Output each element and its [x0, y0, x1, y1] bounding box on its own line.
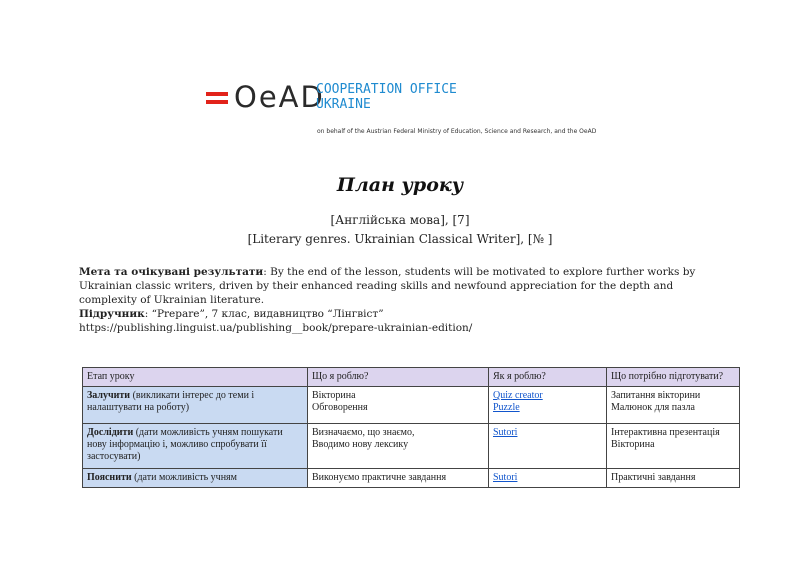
- prep-item: Запитання вікторини: [611, 390, 701, 401]
- what-item: Виконуємо практичне завдання: [312, 472, 447, 483]
- goal-section: [79, 265, 729, 335]
- prep-cell: [607, 387, 740, 424]
- what-item: Визначаємо, що знаємо,: [312, 427, 415, 438]
- what-cell: [308, 469, 489, 488]
- what-item: Обговорення: [312, 402, 368, 413]
- textbook-text: : “Prepare”, 7 клас, видавництво “Лінгвіст”: [144, 308, 384, 320]
- puzzle-link[interactable]: Puzzle: [493, 402, 520, 413]
- prep-item: Інтерактивна презентація: [611, 427, 720, 438]
- textbook-line: [79, 307, 729, 321]
- header-how: Як я роблю?: [489, 368, 607, 387]
- goal-text: : By the end of the lesson, students will be motivated to explore further works by Ukrainian classic writers, driven by their enhanced reading skills and newfound appreciation for the depth and complexity of Ukrainian literature.: [79, 266, 696, 306]
- sutori-link[interactable]: Sutori: [493, 472, 518, 483]
- table-row: [83, 469, 740, 488]
- quiz-creator-link[interactable]: Quiz creator: [493, 390, 543, 401]
- oead-logo: [206, 81, 626, 121]
- table-header-row: [83, 368, 740, 387]
- prep-cell: [607, 469, 740, 488]
- prep-item: Практичні завдання: [611, 472, 696, 483]
- textbook-label: Підручник: [79, 308, 145, 320]
- behalf-text: on behalf of the Austrian Federal Ministry of Education, Science and Research, and the OeAD: [317, 128, 597, 135]
- cooperation-office-text: [316, 82, 457, 112]
- prep-item: Вікторина: [611, 439, 655, 450]
- prep-item: Малюнок для пазла: [611, 402, 695, 413]
- goal-label: Мета та очікувані результати: [79, 266, 264, 278]
- austria-flag-icon: [206, 92, 228, 106]
- how-cell: [489, 469, 607, 488]
- header-stage: Етап уроку: [83, 368, 308, 387]
- header-what: Що я роблю?: [308, 368, 489, 387]
- goal-paragraph: [79, 265, 729, 307]
- stage-cell: [83, 469, 308, 488]
- lesson-plan-table: [82, 367, 740, 488]
- stage-description: (дати можливість учням: [131, 472, 237, 483]
- what-cell: [308, 387, 489, 424]
- lesson-topic: [Literary genres. Ukrainian Classical Writer], [№ ]: [247, 232, 553, 246]
- what-item: Вікторина: [312, 390, 356, 401]
- how-cell: [489, 424, 607, 469]
- prep-cell: [607, 424, 740, 469]
- cooperation-office-line: COOPERATION OFFICE: [316, 82, 457, 97]
- what-cell: [308, 424, 489, 469]
- oead-wordmark: OeAD: [234, 80, 325, 114]
- stage-description: (дати можливість учням пошукати нову інформацію і, можливо спробувати її застосувати): [87, 427, 283, 462]
- stage-cell: [83, 387, 308, 424]
- what-item: Вводимо нову лексику: [312, 439, 409, 450]
- stage-description: (викликати інтерес до теми і налаштувати на роботу): [87, 390, 255, 413]
- stage-name: Пояснити: [87, 472, 132, 483]
- stage-name: Дослідити: [87, 427, 134, 438]
- sutori-link[interactable]: Sutori: [493, 427, 518, 438]
- textbook-url: https://publishing.linguist.ua/publishing__book/prepare-ukrainian-edition/: [79, 322, 473, 334]
- ukraine-line: UKRAINE: [316, 97, 371, 112]
- stage-name: Залучити: [87, 390, 131, 401]
- subject-grade: [Англійська мова], [7]: [330, 213, 470, 227]
- page-title: План уроку: [336, 174, 464, 196]
- how-cell: [489, 387, 607, 424]
- stage-cell: [83, 424, 308, 469]
- table-row: [83, 424, 740, 469]
- header-prep: Що потрібно підготувати?: [607, 368, 740, 387]
- table-row: [83, 387, 740, 424]
